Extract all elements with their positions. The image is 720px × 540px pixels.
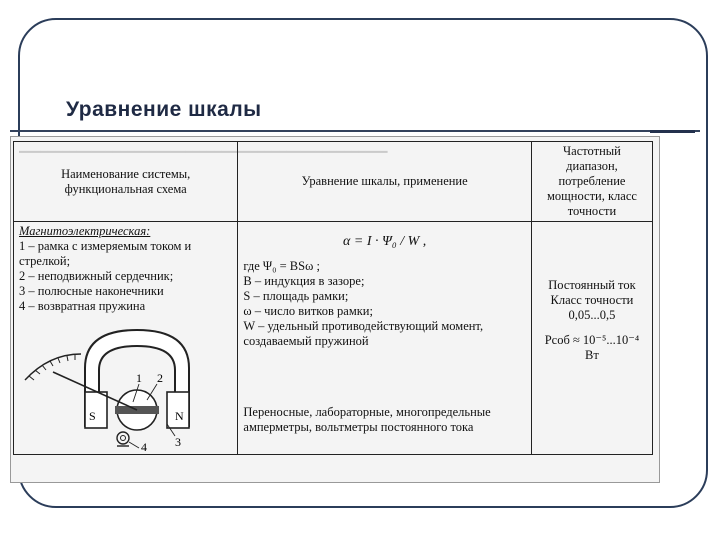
- title-underline-accent: [650, 130, 695, 133]
- accuracy-label: Класс точности: [550, 293, 634, 307]
- system-name: Магнитоэлектрическая:: [19, 224, 151, 238]
- system-cell: [14, 222, 238, 455]
- equation-cell: [238, 222, 532, 455]
- def-omega: ω – число витков рамки;: [243, 304, 373, 318]
- header-col-system: Наименование системы, функциональная схема: [14, 142, 238, 222]
- bleed-through-text: ━━━━━━━━━━━━━━━━━━━━━━━━━━━━━━━━━━━━━━━━━━━━━━━━━━━: [19, 145, 388, 159]
- scale-arc: [25, 354, 81, 380]
- def-s: S – площадь рамки;: [243, 289, 349, 303]
- def-w: W – удельный противодействующий момент, создаваемый пружиной: [243, 319, 484, 348]
- scale-equation: α = I · Ψ₀ / W ,: [343, 234, 427, 249]
- scanned-table-image: [10, 136, 660, 483]
- table-row: [14, 222, 653, 455]
- power-consumption: Pсоб ≈ 10⁻⁵...10⁻⁴ Вт: [544, 333, 640, 362]
- scale-ticks: [29, 355, 75, 380]
- def-b: B – индукция в зазоре;: [243, 274, 365, 288]
- label-4: 4: [141, 440, 147, 452]
- spring: [117, 432, 129, 444]
- magnetoelectric-mechanism-diagram: [19, 324, 219, 452]
- instrument-table: [13, 141, 653, 455]
- label-3: 3: [175, 435, 181, 449]
- slide-title: Уравнение шкалы: [66, 98, 262, 121]
- header-col-equation: Уравнение шкалы, применение: [238, 142, 532, 222]
- table-header-row: [14, 142, 653, 222]
- label-1: 1: [136, 371, 142, 385]
- part-2: 2 – неподвижный сердечник;: [19, 269, 174, 283]
- label-2: 2: [157, 371, 163, 385]
- part-3: 3 – полюсные наконечники: [19, 284, 164, 298]
- title-underline: [10, 130, 700, 132]
- psi-definition: где Ψ₀ = BSω ;: [243, 259, 320, 273]
- header-col-characteristics: Частотный диапазон, потребление мощности, класс точности: [531, 142, 652, 222]
- characteristics-cell: [531, 222, 652, 455]
- current-type: Постоянный ток: [548, 278, 636, 292]
- application-text: Переносные, лабораторные, многопредельные амперметры, вольтметры постоянного тока: [243, 405, 491, 434]
- part-1: 1 – рамка с измеряемым током и стрелкой;: [19, 239, 192, 268]
- label-n: N: [175, 409, 184, 423]
- part-4: 4 – возвратная пружина: [19, 299, 146, 313]
- accuracy-value: 0,05...0,5: [568, 308, 616, 322]
- label-s: S: [89, 409, 96, 423]
